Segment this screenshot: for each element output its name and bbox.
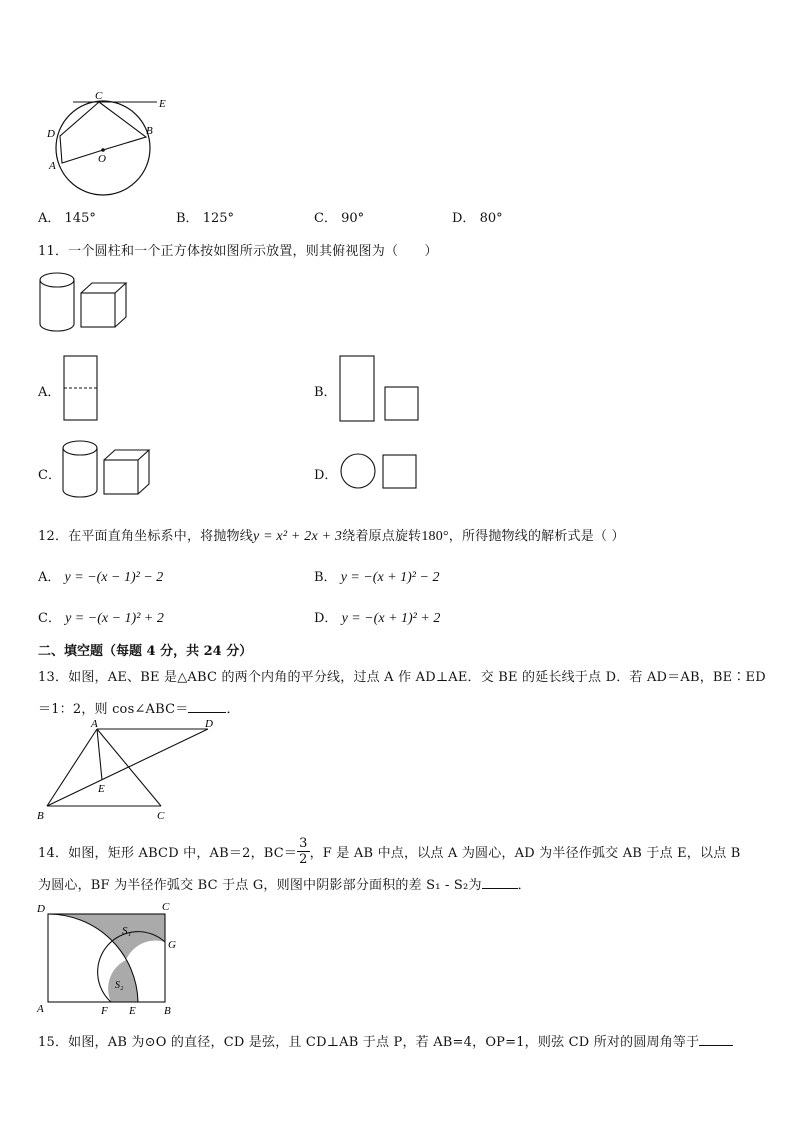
- q11-option-d-letter: D．: [314, 468, 338, 483]
- q10-center-point: [101, 148, 105, 152]
- q10-option-a-text: 145°: [64, 211, 96, 226]
- q14-stem-line2: [38, 874, 531, 893]
- q10-circle: [56, 101, 150, 195]
- q14-label-g: G: [168, 939, 176, 951]
- q10-option-d-letter: D．: [452, 211, 476, 226]
- q12-option-b-letter: B．: [314, 570, 337, 585]
- q13-stem-line2-end: ．: [226, 702, 240, 717]
- q12-option-b: [314, 566, 439, 586]
- q11-option-c-letter: C．: [38, 468, 61, 483]
- q12-stem-equation: y = x² + 2x + 3: [252, 529, 343, 544]
- q10-circle-figure: [40, 90, 180, 200]
- q12-option-a-letter: A．: [38, 570, 61, 585]
- q14-label-f: F: [101, 1005, 108, 1017]
- q12-option-c-expr: y = −(x − 1)² + 2: [65, 611, 164, 626]
- q14-stem-line2-end: ．: [517, 878, 531, 893]
- q10-option-c-letter: C．: [314, 211, 337, 226]
- q12-option-c-letter: C．: [38, 611, 61, 626]
- q12-option-d-letter: D．: [314, 611, 338, 626]
- q13-label-c: C: [157, 810, 165, 822]
- q11-cube-front: [81, 293, 115, 327]
- q14-stem-line2-text: 为圆心，BF 为半径作弧交 BC 于点 G，则图中阴影部分面积的差 S₁ - S₂为: [38, 878, 482, 893]
- q13-answer-blank[interactable]: [188, 700, 226, 713]
- q10-option-d: [452, 207, 503, 226]
- q13-stem-line2-text: ＝1：2，则 cos∠ABC＝: [38, 702, 189, 717]
- q10-label-o: O: [98, 153, 106, 165]
- q11-option-b-letter: B．: [314, 385, 337, 400]
- q14-rectangle-figure: [34, 898, 184, 1020]
- q12-option-d: [314, 607, 440, 627]
- q12-option-b-expr: y = −(x + 1)² − 2: [340, 570, 440, 585]
- q13-label-a: A: [91, 718, 98, 730]
- q10-option-b-text: 125°: [202, 211, 235, 226]
- q14-answer-blank[interactable]: [482, 876, 518, 889]
- q10-option-b: [176, 207, 234, 226]
- q12-option-a: [38, 566, 163, 586]
- q14-label-e: E: [129, 1005, 136, 1017]
- q14-shaded-s1: [48, 914, 165, 960]
- q13-stem-line2: [38, 698, 240, 717]
- q10-label-a: A: [49, 160, 56, 172]
- q13-label-d: D: [205, 718, 213, 730]
- q11-option-d-figure: [338, 452, 422, 492]
- q14-label-b: B: [164, 1005, 171, 1017]
- q14-stem-line1-a: 14．如图，矩形 ABCD 中，AB＝2，BC＝: [38, 846, 298, 861]
- q11-cube-top: [81, 283, 126, 293]
- q14-label-d: D: [37, 903, 45, 915]
- q14-frac-num: 3: [299, 836, 308, 851]
- q15-stem-text: 15．如图，AB 为⊙O 的直径，CD 是弦，且 CD⊥AB 于点 P，若 AB=4，OP=1，则弦 CD 所对的圆周角等于: [38, 1035, 700, 1050]
- q10-option-c: [314, 207, 364, 226]
- q12-stem-prefix: 12．在平面直角坐标系中，将抛物线: [38, 529, 253, 544]
- q12-option-a-expr: y = −(x − 1)² − 2: [64, 570, 164, 585]
- q11-stem: 11．一个圆柱和一个正方体按如图所示放置，则其俯视图为（ ）: [38, 244, 438, 259]
- q14-label-a: A: [37, 1003, 44, 1015]
- q11-option-a-figure: [62, 354, 100, 422]
- q12-option-d-expr: y = −(x + 1)² + 2: [341, 611, 441, 626]
- q12-stem-suffix: ，所得抛物线的解析式是（ ）: [448, 529, 625, 544]
- q11-cylinder-top: [40, 273, 74, 287]
- q10-label-d: D: [47, 128, 55, 140]
- q12-option-c: [38, 607, 164, 627]
- q14-stem-line1: [38, 838, 740, 869]
- q11-option-b-figure: [338, 354, 422, 424]
- q10-option-a: [38, 207, 96, 226]
- q10-option-a-letter: A．: [38, 211, 61, 226]
- q10-label-b: B: [146, 125, 153, 137]
- q12-stem: [38, 525, 625, 545]
- q14-stem-line1-b: ，F 是 AB 中点，以点 A 为圆心，AD 为半径作弧交 AB 于点 E，以点 B: [309, 846, 741, 861]
- q10-option-c-text: 90°: [341, 211, 365, 226]
- q13-label-e: E: [98, 783, 105, 795]
- q13-label-b: B: [37, 810, 44, 822]
- q13-triangle-figure: [34, 716, 224, 822]
- q10-option-b-letter: B．: [176, 211, 199, 226]
- q14-fraction: [297, 836, 309, 867]
- q10-label-c: C: [95, 90, 103, 102]
- q14-frac-den: 2: [299, 852, 308, 867]
- q11-cube-side: [115, 283, 126, 327]
- q10-label-e: E: [159, 98, 166, 110]
- q14-label-c: C: [162, 901, 170, 913]
- q12-stem-angle: 180°: [421, 529, 449, 544]
- q15-stem: [38, 1031, 733, 1050]
- q11-solids-figure: [36, 268, 136, 336]
- q14-label-s1: S₁: [122, 925, 132, 937]
- section-title-fill-blank: 二、填空题（每题 4 分，共 24 分）: [38, 644, 253, 659]
- q11-option-c-figure: [60, 438, 154, 502]
- q11-option-a-letter: A．: [38, 385, 61, 400]
- q13-stem-line1: 13．如图，AE、BE 是△ABC 的两个内角的平分线，过点 A 作 AD⊥AE．交 BE 的延长线于点 D．若 AD＝AB，BE∶ED: [38, 670, 766, 685]
- q12-stem-middle: 绕着原点旋转: [342, 529, 422, 544]
- q11-cylinder-bottom: [40, 324, 74, 331]
- q10-option-d-text: 80°: [479, 211, 503, 226]
- q14-label-s2: S₂: [115, 980, 124, 991]
- q15-answer-blank[interactable]: [699, 1033, 733, 1046]
